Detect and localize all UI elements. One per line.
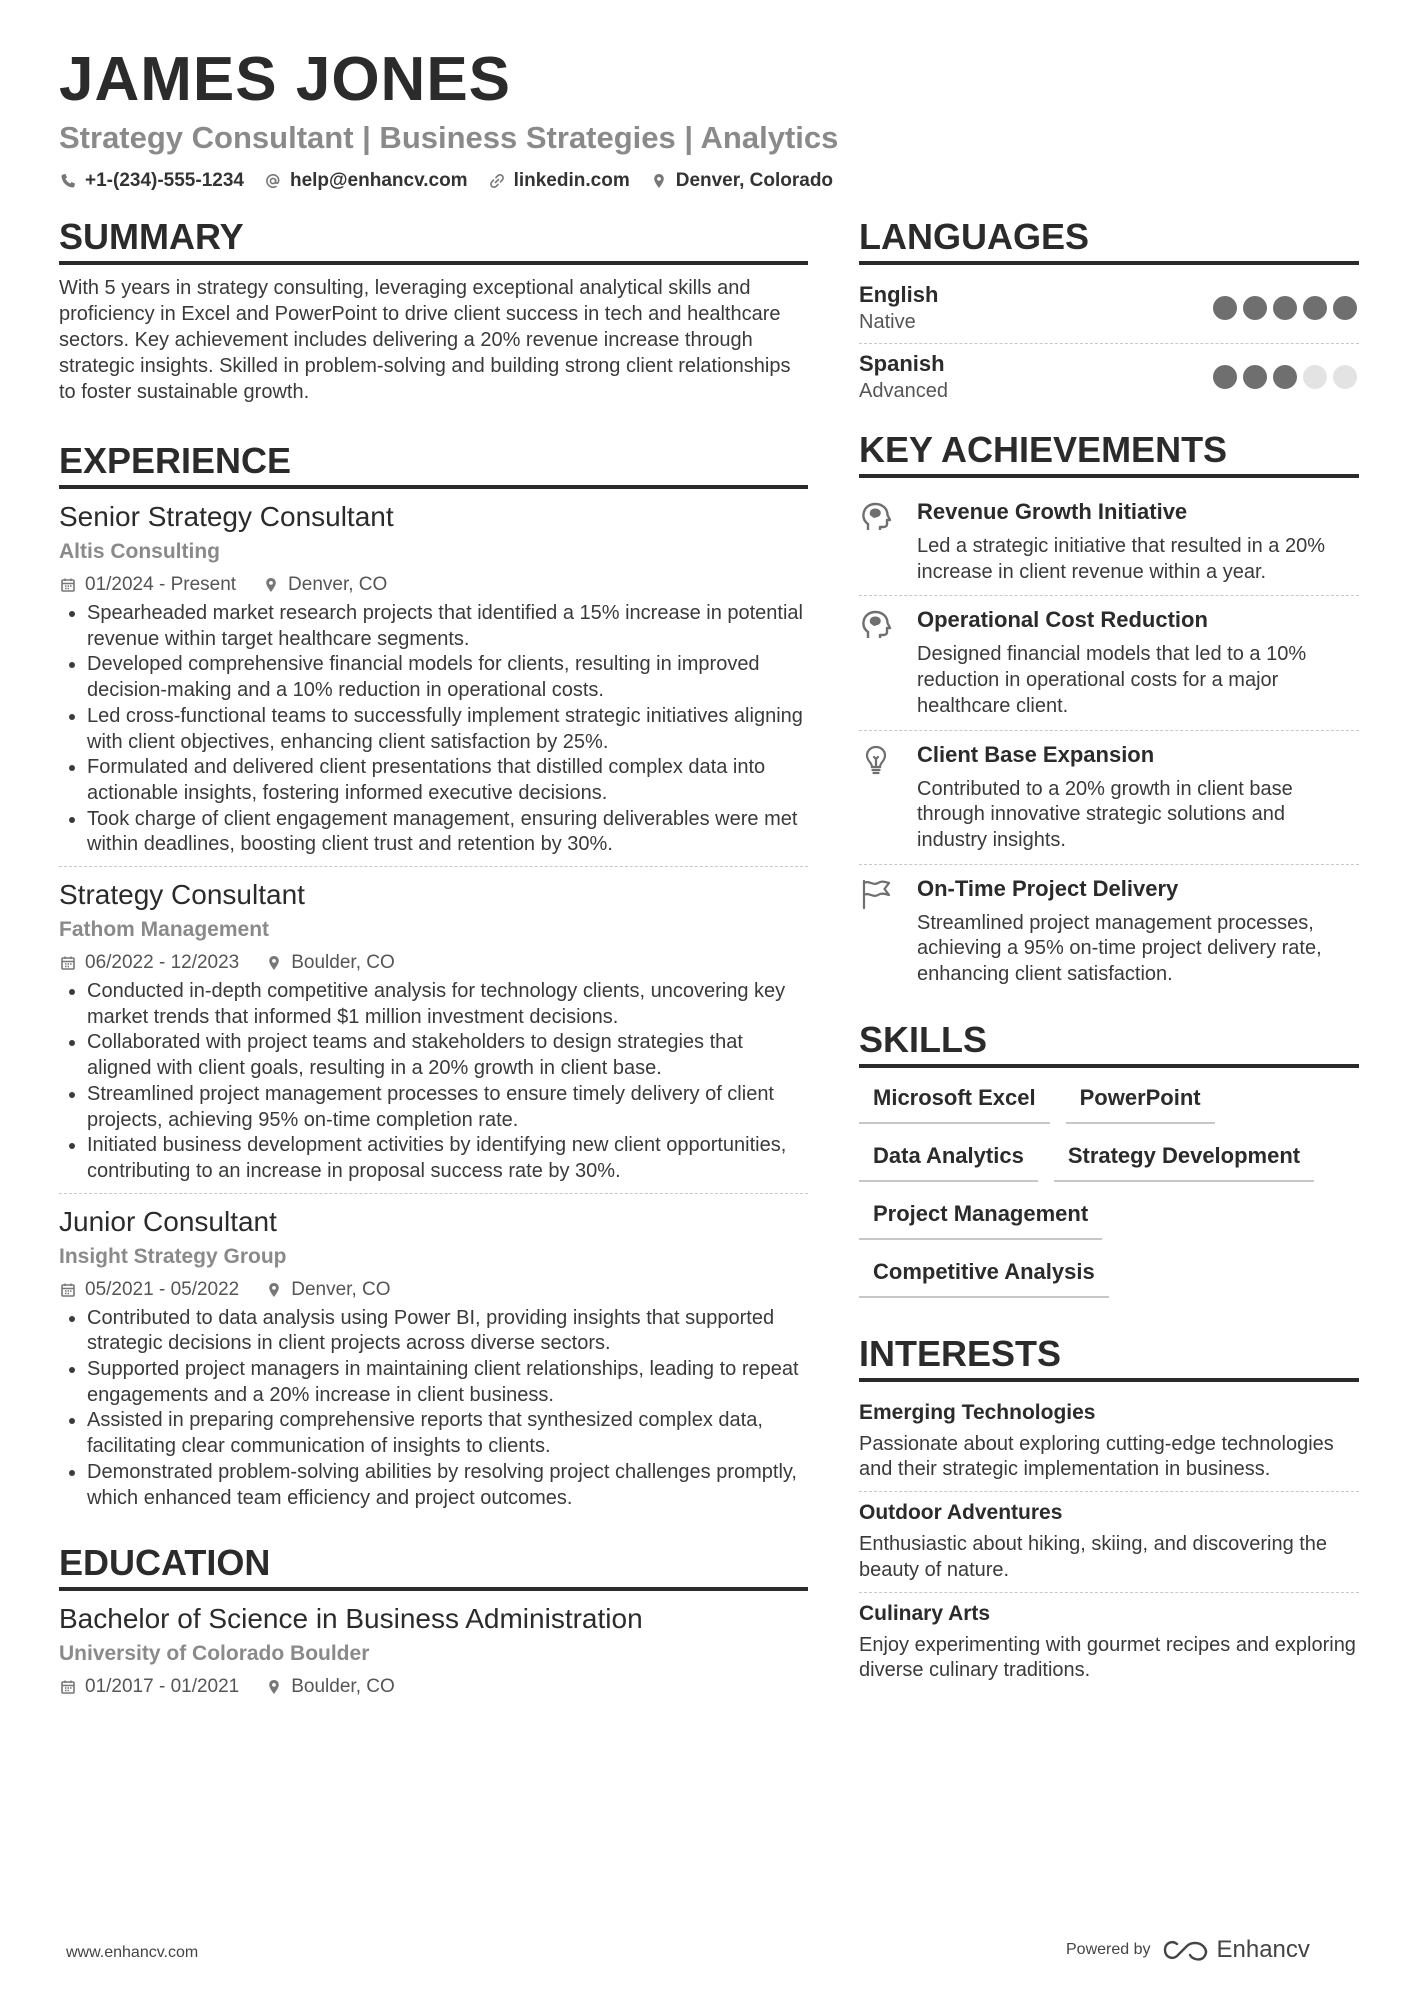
bullet-item: • Formulated and delivered client presentations that distilled complex data into actionable insights, fostering informed executive decisions. xyxy=(87,755,808,806)
job-dates xyxy=(59,1278,239,1302)
left-column xyxy=(59,215,808,1703)
job-location-text: Denver, CO xyxy=(288,574,388,595)
education-heading: EDUCATION xyxy=(59,1541,808,1591)
achievement-title: On-Time Project Delivery xyxy=(917,875,1179,901)
powered-by-label: Powered by xyxy=(1066,1941,1151,1958)
job-title: Junior Consultant xyxy=(59,1205,277,1237)
job-dates-text: 06/2022 - 12/2023 xyxy=(85,952,240,974)
languages-heading: LANGUAGES xyxy=(859,215,1359,265)
achievement-item xyxy=(859,488,1359,595)
resume-header xyxy=(59,44,1359,192)
bullet-item: • Took charge of client engagement management, ensuring deliverables were met within deadlines, boosting client trust and retention by 30%. xyxy=(87,807,808,858)
skills-list xyxy=(859,1078,1359,1298)
proficiency-dot-filled xyxy=(1213,365,1237,389)
language-level: Native xyxy=(859,311,916,333)
skills-heading: SKILLS xyxy=(859,1018,1359,1068)
language-level: Advanced xyxy=(859,380,948,402)
skill-tag: Strategy Development xyxy=(1054,1136,1314,1182)
interests-section xyxy=(859,1332,1359,1692)
job-location xyxy=(262,573,387,597)
school-name: University of Colorado Boulder xyxy=(59,1642,370,1666)
bullet-item: • Initiated business development activities by identifying new client opportunities, contributing to an increase in proposal success rate by 30%. xyxy=(87,1133,808,1184)
proficiency-dot-empty xyxy=(1333,365,1357,389)
interest-item xyxy=(859,1392,1359,1491)
proficiency-dot-filled xyxy=(1213,296,1237,320)
achievement-desc: Led a strategic initiative that resulted in a 20% increase in client revenue within a year. xyxy=(917,535,1326,583)
achievement-title: Operational Cost Reduction xyxy=(917,607,1208,633)
language-item xyxy=(859,275,1359,343)
interest-desc: Passionate about exploring cutting-edge technologies and their strategic implementation in business. xyxy=(859,1432,1334,1481)
company-name: Altis Consulting xyxy=(59,540,220,563)
experience-section xyxy=(59,439,808,1519)
calendar-icon xyxy=(59,1281,77,1299)
interest-desc: Enjoy experimenting with gourmet recipes and exploring diverse culinary traditions. xyxy=(859,1633,1356,1682)
interest-title: Culinary Arts xyxy=(859,1601,991,1625)
head-icon xyxy=(859,606,899,719)
job-dates xyxy=(59,951,239,975)
lightbulb-icon xyxy=(859,741,899,854)
skill-tag: Microsoft Excel xyxy=(859,1078,1050,1124)
link-icon xyxy=(488,172,506,190)
bullet-item: • Demonstrated problem-solving abilities by resolving project challenges promptly, which enhanced team efficiency and project outcomes. xyxy=(87,1460,808,1511)
proficiency-dot-filled xyxy=(1243,365,1267,389)
contact-phone[interactable] xyxy=(59,170,244,192)
job-location-text: Boulder, CO xyxy=(291,952,395,974)
enhancv-logo-icon xyxy=(1163,1938,1209,1962)
at-icon xyxy=(264,172,282,190)
interest-title: Outdoor Adventures xyxy=(859,1501,1063,1525)
candidate-name: JAMES JONES xyxy=(59,45,512,114)
interest-item xyxy=(859,1491,1359,1591)
education-location xyxy=(265,1675,395,1699)
skill-tag: PowerPoint xyxy=(1066,1078,1215,1124)
skill-tag: Data Analytics xyxy=(859,1136,1038,1182)
bullet-item: • Developed comprehensive financial models for clients, resulting in improved decision-making and a 10% reduction in operational costs. xyxy=(87,652,808,703)
job-bullets xyxy=(59,601,808,858)
job-dates-text: 05/2021 - 05/2022 xyxy=(85,1278,240,1300)
skill-tag: Competitive Analysis xyxy=(859,1252,1109,1298)
achievement-item xyxy=(859,864,1359,998)
achievement-title: Client Base Expansion xyxy=(917,741,1155,767)
bullet-item: • Led cross-functional teams to successfully implement strategic initiatives aligning with client objectives, enhancing client satisfaction by 25%. xyxy=(87,704,808,755)
achievements-section xyxy=(859,428,1359,998)
education-dates xyxy=(59,1675,239,1699)
contact-phone-text: +1-(234)-555-1234 xyxy=(85,170,244,191)
brand-name: Enhancv xyxy=(1216,1936,1310,1963)
bullet-item: • Collaborated with project teams and stakeholders to design strategies that aligned with client goals, resulting in a 20% growth in client base. xyxy=(87,1030,808,1081)
education-location-text: Boulder, CO xyxy=(291,1676,395,1698)
proficiency-dots xyxy=(1213,365,1357,389)
achievements-heading: KEY ACHIEVEMENTS xyxy=(859,428,1359,478)
bullet-item: • Contributed to data analysis using Power BI, providing insights that supported strategic decisions in client projects across diverse sectors. xyxy=(87,1306,808,1357)
education-section xyxy=(59,1541,808,1699)
job-location xyxy=(265,1278,390,1302)
education-meta xyxy=(59,1675,808,1699)
summary-text: With 5 years in strategy consulting, leveraging exceptional analytical skills and proficiency in Excel and PowerPoint to drive client success in tech and healthcare sectors. Key achievement includes delivering a 20% revenue increase through strategic insights. Skilled in problem-solving and building strong client relationships to foster sustainable growth. xyxy=(59,277,791,403)
phone-icon xyxy=(59,172,77,190)
job-meta xyxy=(59,951,808,975)
job-entry xyxy=(59,1193,808,1520)
job-location-text: Denver, CO xyxy=(291,1278,391,1300)
right-column xyxy=(859,215,1359,1692)
summary-heading: SUMMARY xyxy=(59,215,808,265)
languages-section xyxy=(859,215,1359,412)
contact-email[interactable] xyxy=(264,170,468,192)
location-icon xyxy=(265,1678,283,1696)
contact-email-text: help@enhancv.com xyxy=(289,170,468,191)
achievement-desc: Streamlined project management processes, achieving a 95% on-time project delivery rate, enhancing client satisfaction. xyxy=(917,911,1322,986)
proficiency-dot-filled xyxy=(1243,296,1267,320)
location-icon xyxy=(265,1281,283,1299)
job-dates xyxy=(59,573,236,597)
proficiency-dot-filled xyxy=(1333,296,1357,320)
job-location xyxy=(265,951,395,975)
job-title: Senior Strategy Consultant xyxy=(59,501,394,532)
contact-linkedin-text: linkedin.com xyxy=(513,170,630,191)
flag-icon xyxy=(859,875,899,988)
footer-branding xyxy=(1066,1936,1310,1964)
calendar-icon xyxy=(59,1678,77,1696)
proficiency-dot-filled xyxy=(1273,365,1297,389)
achievement-title: Revenue Growth Initiative xyxy=(917,499,1188,524)
proficiency-dot-filled xyxy=(1273,296,1297,320)
contact-location-text: Denver, Colorado xyxy=(675,170,834,191)
summary-section xyxy=(59,215,808,405)
job-entry xyxy=(59,866,808,1193)
job-meta xyxy=(59,1278,808,1302)
interests-heading: INTERESTS xyxy=(859,1332,1359,1382)
bullet-item: • Supported project managers in maintaining client relationships, leading to repeat engagements and a 20% increase in client business. xyxy=(87,1357,808,1408)
proficiency-dot-empty xyxy=(1303,365,1327,389)
location-icon xyxy=(262,576,280,594)
skills-section xyxy=(859,1018,1359,1298)
candidate-title: Strategy Consultant | Business Strategies | Analytics xyxy=(59,120,839,155)
bullet-item: • Spearheaded market research projects that identified a 15% increase in potential revenue within target healthcare segments. xyxy=(87,601,808,652)
company-name: Insight Strategy Group xyxy=(59,1244,287,1268)
contact-location[interactable] xyxy=(650,170,833,192)
education-dates-text: 01/2017 - 01/2021 xyxy=(85,1676,240,1698)
interest-title: Emerging Technologies xyxy=(859,1400,1096,1424)
calendar-icon xyxy=(59,576,77,594)
head-icon xyxy=(859,498,899,585)
achievement-item xyxy=(859,730,1359,864)
brand-logo[interactable] xyxy=(1163,1936,1310,1964)
bullet-item: • Streamlined project management processes to ensure timely delivery of client projects, achieving 95% on-time completion rate. xyxy=(87,1082,808,1133)
proficiency-dot-filled xyxy=(1303,296,1327,320)
interest-item xyxy=(859,1592,1359,1692)
contact-linkedin[interactable] xyxy=(488,170,630,192)
job-bullets xyxy=(59,979,808,1185)
calendar-icon xyxy=(59,954,77,972)
experience-heading: EXPERIENCE xyxy=(59,439,808,489)
achievement-desc: Contributed to a 20% growth in client base through innovative strategic solutions and industry insights. xyxy=(917,777,1293,851)
bullet-item: • Assisted in preparing comprehensive reports that synthesized complex data, facilitating clear communication of insights to clients. xyxy=(87,1408,808,1459)
job-title: Strategy Consultant xyxy=(59,879,305,911)
bullet-item: • Conducted in-depth competitive analysis for technology clients, uncovering key market trends that informed $1 million investment decisions. xyxy=(87,979,808,1030)
footer-website[interactable]: www.enhancv.com xyxy=(66,1944,199,1961)
job-entry xyxy=(59,499,808,866)
language-name: English xyxy=(859,282,939,307)
language-item xyxy=(859,343,1359,412)
location-icon xyxy=(265,954,283,972)
location-icon xyxy=(650,172,668,190)
skill-tag: Project Management xyxy=(859,1194,1102,1240)
job-meta xyxy=(59,573,808,597)
proficiency-dots xyxy=(1213,296,1357,320)
company-name: Fathom Management xyxy=(59,918,270,942)
achievement-item xyxy=(859,595,1359,729)
interest-desc: Enthusiastic about hiking, skiing, and discovering the beauty of nature. xyxy=(859,1533,1328,1581)
language-name: Spanish xyxy=(859,351,945,376)
job-bullets xyxy=(59,1306,808,1512)
degree-title: Bachelor of Science in Business Administration xyxy=(59,1603,643,1635)
job-dates-text: 01/2024 - Present xyxy=(85,574,237,595)
contact-bar xyxy=(59,170,1359,192)
achievement-desc: Designed financial models that led to a 10% reduction in operational costs for a major healthcare client. xyxy=(917,643,1307,717)
